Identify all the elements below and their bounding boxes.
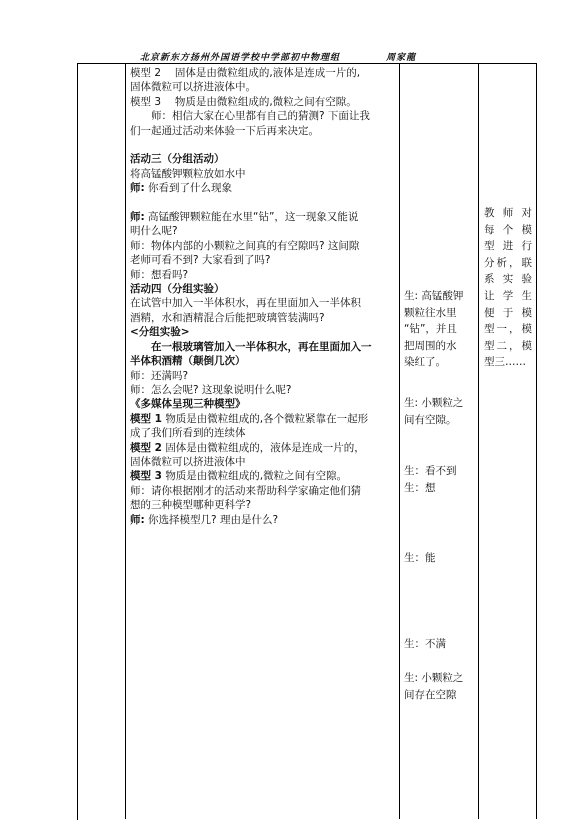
header-author: 周家龍 xyxy=(386,53,417,63)
purpose-line: 型进行 xyxy=(484,240,532,253)
student-line: 生: 小颗粒之 xyxy=(404,672,464,684)
main-line: 师：怎么会呢? 这现象说明什么呢? xyxy=(130,383,292,396)
student-line: 颗粒往水里 xyxy=(404,306,457,319)
design-intent-column xyxy=(484,205,532,371)
teacher-activity-column xyxy=(130,66,398,527)
table-divider-1 xyxy=(125,63,126,819)
header-title: 北京新东方扬州外国语学校中学部初中物理组 xyxy=(140,53,341,63)
student-response xyxy=(404,288,474,371)
main-line: 成了我们所看到的连续体 xyxy=(130,427,246,440)
student-line: 间存在空隙 xyxy=(404,688,457,701)
model-label: 模型 3 xyxy=(130,470,162,483)
student-line: 生：看不到 xyxy=(404,465,457,477)
student-line: 生：不满 xyxy=(404,638,446,650)
group-experiment-heading: <分组实验> xyxy=(130,326,190,339)
main-line: 师：物体内部的小颗粒之间真的有空隙吗? 这间隙 xyxy=(130,239,360,252)
table-divider-4 xyxy=(536,63,537,819)
purpose-line: 型一，模 xyxy=(484,323,532,336)
model-label: 模型 2 xyxy=(130,441,162,454)
purpose-line: 让学生 xyxy=(484,289,532,302)
main-line: 在一根玻璃管加入一半体积水，再在里面加入一 xyxy=(151,340,372,353)
main-line: 你选择模型几? 理由是什么? xyxy=(148,513,279,526)
purpose-line: 型三…… xyxy=(484,356,526,369)
main-line: 模型 2 固体是由微粒组成的,液体是连成一片的, xyxy=(130,67,361,79)
student-response xyxy=(404,463,474,496)
purpose-line: 教师对 xyxy=(484,207,532,219)
main-line: 想的三种模型哪种更科学? xyxy=(130,499,252,512)
main-line: 你看到了什么现象 xyxy=(148,182,233,195)
main-line: 高锰酸钾颗粒能在水里“钻”，这一现象又能说 xyxy=(148,211,359,224)
activity-3-heading: 活动三（分组活动） xyxy=(130,153,225,166)
student-line: 间有空隙。 xyxy=(404,413,457,426)
main-line: 物质是由微粒组成的,微粒之间有空隙。 xyxy=(165,470,348,483)
purpose-line: 型二，模 xyxy=(484,339,532,352)
main-line: 将高锰酸钾颗粒放如水中 xyxy=(130,167,246,180)
activity-4-heading: 活动四（分组实验） xyxy=(130,283,225,296)
main-line: 老师可看不到? 大家看到了吗? xyxy=(130,254,271,267)
table-divider-2 xyxy=(399,63,400,819)
teacher-label: 师: xyxy=(130,513,145,526)
purpose-line: 分析，联 xyxy=(484,256,532,269)
student-response xyxy=(404,636,474,653)
student-line: 生：能 xyxy=(404,552,436,564)
multimedia-heading: 《多媒体呈现三种模型》 xyxy=(130,398,246,411)
main-line: 固体微粒可以挤进液体中 xyxy=(130,455,246,468)
main-line: 师：请你根据刚才的活动来帮助科学家确定他们猜 xyxy=(130,484,361,497)
student-line: 生：想 xyxy=(404,481,436,494)
student-line: 生: 小颗粒之 xyxy=(404,397,464,409)
main-line: 固体微粒可以挤进液体中。 xyxy=(130,81,256,94)
student-line: 生: 高锰酸钾 xyxy=(404,290,464,302)
student-line: 染红了。 xyxy=(404,356,446,368)
purpose-line: 系实验 xyxy=(484,273,532,286)
purpose-line: 便于模 xyxy=(484,306,532,319)
main-line: 酒精，水和酒精混合后能把玻璃管装满吗? xyxy=(130,311,325,324)
purpose-line: 每个模 xyxy=(484,223,532,236)
main-line: 模型 3 物质是由微粒组成的,微粒之间有空隙。 xyxy=(130,95,357,108)
main-line: 师：想看吗? xyxy=(130,268,189,281)
student-response xyxy=(404,550,474,567)
main-line: 在试管中加入一半体积水，再在里面加入一半体积 xyxy=(130,297,361,310)
page-header xyxy=(140,50,540,63)
main-line: 师：相信大家在心里都有自己的猜测? 下面让我 xyxy=(151,110,370,123)
student-response xyxy=(404,395,474,428)
main-line: 们一起通过活动来体验一下后再来决定。 xyxy=(130,124,319,137)
student-line: “钻”，并且 xyxy=(404,323,457,335)
teacher-label: 师: xyxy=(130,182,145,195)
main-line: 固体是由微粒组成的，液体是连成一片的， xyxy=(165,441,365,454)
student-response xyxy=(404,670,474,703)
student-line: 把周围的水 xyxy=(404,339,457,352)
teacher-label: 师: xyxy=(130,211,145,224)
model-label: 模型 1 xyxy=(130,412,162,425)
main-line: 物质是由微粒组成的,各个微粒紧靠在一起形 xyxy=(165,412,369,425)
main-line: 师：还满吗? xyxy=(130,369,189,382)
main-line: 半体积酒精（颠倒几次） xyxy=(130,355,246,368)
table-divider-3 xyxy=(478,63,479,819)
main-line: 明什么呢? xyxy=(130,225,178,238)
